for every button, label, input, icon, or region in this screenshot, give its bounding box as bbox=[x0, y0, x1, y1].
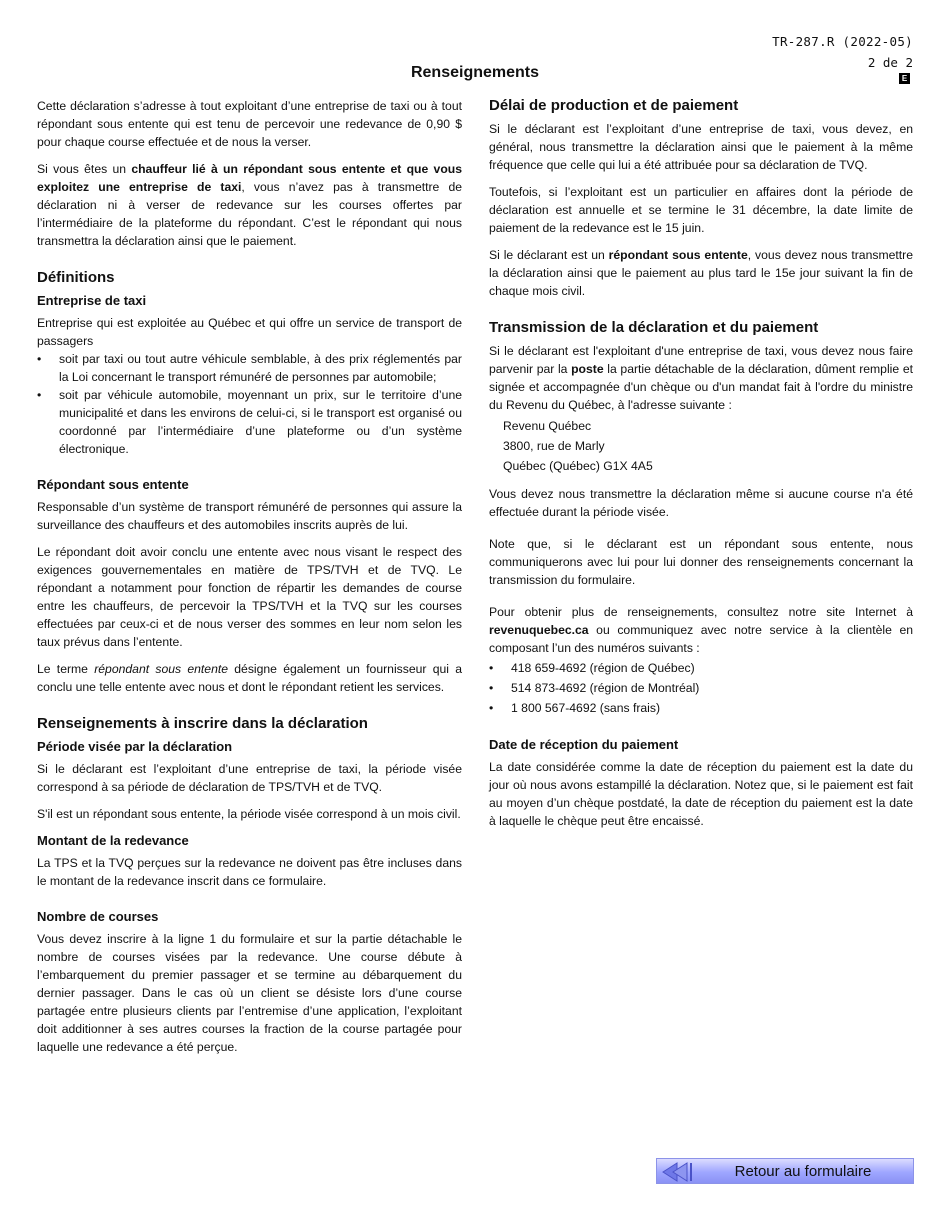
intro-paragraph-1: Cette déclaration s’adresse à tout exploitant d’une entreprise de taxi ou à tout répondant sous entente qui est tenu de percevoir une redevance de 0,90 $ pour chaque course effectuée et de nous la verser. bbox=[37, 99, 462, 149]
list-item: • soit par véhicule automobile, moyennant un prix, sur le territoire d’une municipalité et dans les environs de celui-ci, si le transport est organisé ou coordonné par l’intermédiaire d’une plateforme ou d’un système électronique. bbox=[37, 386, 462, 458]
address-line: 3800, rue de Marly bbox=[503, 439, 605, 453]
transmission-paragraph-1: Si le déclarant est l'exploitant d'une entreprise de taxi, vous devez nous faire parvenir par la poste la partie détachable de la déclaration, dûment remplie et signée et accompagnée d'un chèque ou d'un mandat fait à l'ordre du ministre du Revenu du Québec, à l'adresse suivante : bbox=[489, 344, 913, 412]
period-paragraph-2: S'il est un répondant sous entente, la période visée correspond à un mois civil. bbox=[37, 807, 461, 821]
respondent-paragraph-3: Le terme répondant sous entente désigne également un fournisseur qui a conclu une telle entente avec nous et dont le répondant retient les services. bbox=[37, 662, 463, 694]
transmission-heading: Transmission de la déclaration et du paiement bbox=[489, 319, 819, 336]
deadline-paragraph-2: Toutefois, si l’exploitant est un particulier en affaires dont la période de déclaration est annuelle et se termine le 31 décembre, la date limite de paiement de la redevance est le 15 juin. bbox=[489, 185, 913, 235]
address-line: Québec (Québec) G1X 4A5 bbox=[503, 459, 653, 473]
info-heading: Renseignements à inscrire dans la déclaration bbox=[37, 715, 368, 732]
receipt-heading: Date de réception du paiement bbox=[489, 737, 679, 752]
deadline-heading: Délai de production et de paiement bbox=[489, 97, 739, 114]
respondent-heading: Répondant sous entente bbox=[37, 477, 189, 492]
taxi-intro: Entreprise qui est exploitée au Québec et qui offre un service de transport de passagers bbox=[37, 316, 462, 348]
respondent-paragraph-2: Le répondant doit avoir conclu une entente avec nous visant le respect des exigences gouvernementales en matière de TPS/TVH et de TVQ. Le répondant a notamment pour fonction de répartir les demandes de course entre les chauffeurs, de percevoir la TPS/TVH et la TVQ sur les courses effectuées par ceux-ci et de nous verser des sommes en leur nom selon les taux prévus dans l’entente. bbox=[37, 545, 462, 649]
page-number: 2 de 2 bbox=[867, 55, 913, 70]
back-to-form-button[interactable] bbox=[656, 1158, 914, 1184]
receipt-paragraph: La date considérée comme la date de réception du paiement est la date du jour où nous avons estampillé la déclaration. Notez que, si le paiement est fait au moyen d’un chèque postdaté, la date de réception du paiement est la date à laquelle le chèque peut être encaissé. bbox=[489, 760, 913, 828]
intro-paragraph-2: Si vous êtes un chauffeur lié à un répondant sous entente et que vous exploitez une entreprise de taxi, vous n’avez pas à transmettre de déclaration ni à verser de redevance sur les courses offertes par l’intermédiaire de la plateforme du répondant. C’est le répondant qui nous transmettra la déclaration ainsi que le paiement. bbox=[37, 162, 462, 248]
definitions-heading: Définitions bbox=[37, 269, 115, 286]
list-item: • 514 873-4692 (région de Montréal) bbox=[489, 678, 913, 698]
contact-paragraph: Pour obtenir plus de renseignements, consultez notre site Internet à revenuquebec.ca ou communiquez avec notre service à la clientèle en composant l’un des numéros suivants : bbox=[489, 605, 913, 655]
taxi-heading: Entreprise de taxi bbox=[37, 293, 147, 308]
address-line: Revenu Québec bbox=[503, 419, 592, 433]
amount-paragraph: La TPS et la TVQ perçues sur la redevance ne doivent pas être incluses dans le montant de la redevance inscrit dans ce formulaire. bbox=[37, 856, 462, 888]
page-title: Renseignements bbox=[410, 64, 540, 81]
respondent-paragraph-1: Responsable d’un système de transport rémunéré de personnes qui assure la surveillance des chauffeurs et des automobiles inscrits auprès de lui. bbox=[37, 500, 462, 532]
period-paragraph-1: Si le déclarant est l’exploitant d’une entreprise de taxi, la période visée correspond à sa période de déclaration de TPS/TVH et de TVQ. bbox=[37, 762, 462, 794]
amount-heading: Montant de la redevance bbox=[37, 833, 189, 848]
list-item: • 1 800 567-4692 (sans frais) bbox=[489, 698, 913, 718]
language-badge: E bbox=[899, 73, 910, 84]
transmission-paragraph-2: Vous devez nous transmettre la déclaration même si aucune course n'a été effectuée durant la période visée. bbox=[489, 487, 913, 519]
deadline-paragraph-3: Si le déclarant est un répondant sous entente, vous devez nous transmettre la déclaration ainsi que le paiement au plus tard le 15e jour suivant la fin de chaque mois civil. bbox=[489, 248, 913, 298]
back-to-form-label: Retour au formulaire bbox=[734, 1163, 872, 1180]
mailing-address bbox=[489, 416, 913, 476]
right-column bbox=[489, 96, 913, 839]
left-column bbox=[37, 97, 462, 1065]
list-item: • soit par taxi ou tout autre véhicule semblable, à des prix réglementés par la Loi concernant le transport rémunéré de personnes par automobile; bbox=[37, 350, 462, 386]
form-code: TR-287.R (2022-05) bbox=[772, 34, 913, 49]
period-heading: Période visée par la déclaration bbox=[37, 739, 233, 754]
rides-paragraph: Vous devez inscrire à la ligne 1 du formulaire et sur la partie détachable le nombre de courses visées par la redevance. Une course débute à l’embarquement du premier passager et se termine au débarquement du dernier passager. Dans le cas où un client se désiste lors d’une course partagée entre plusieurs clients par l’entremise d’une application, l’exploitant doit additionner à ses autres courses la fraction de la course partagée pour laquelle une redevance a été perçue. bbox=[37, 932, 462, 1054]
deadline-paragraph-1: Si le déclarant est l’exploitant d’une entreprise de taxi, vous devez, en général, nous transmettre la déclaration ainsi que le paiement à la même fréquence que celle qui lui a été attribuée pour sa déclaration de TVQ. bbox=[489, 122, 913, 172]
list-item: • 418 659-4692 (région de Québec) bbox=[489, 658, 913, 678]
phone-list bbox=[489, 658, 913, 718]
rides-heading: Nombre de courses bbox=[37, 909, 159, 924]
transmission-paragraph-3: Note que, si le déclarant est un répondant sous entente, nous communiquerons avec lui pour lui donner des renseignements concernant la transmission du formulaire. bbox=[489, 537, 913, 587]
taxi-bullet-list bbox=[37, 350, 462, 458]
